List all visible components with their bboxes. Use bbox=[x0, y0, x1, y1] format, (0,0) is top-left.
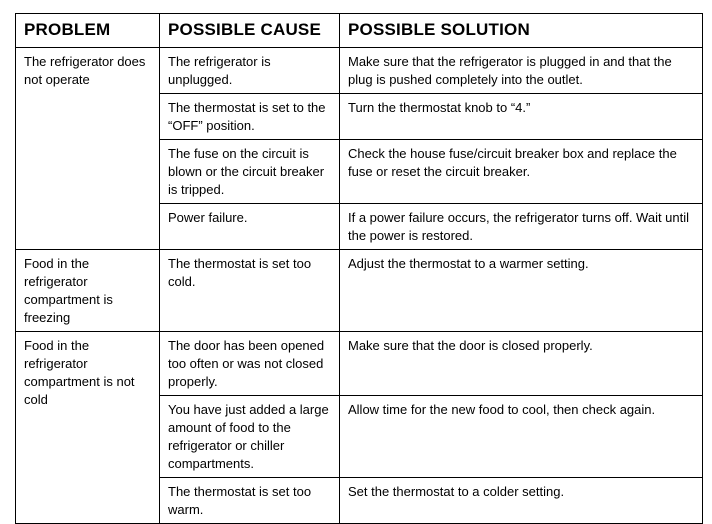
solution-cell bbox=[340, 204, 703, 250]
cause-text: Power failure. bbox=[168, 210, 248, 225]
cause-cell bbox=[160, 94, 340, 140]
cause-cell bbox=[160, 332, 340, 396]
troubleshooting-table bbox=[15, 13, 703, 524]
solution-cell bbox=[340, 48, 703, 94]
cause-text: The thermostat is set to the “OFF” position. bbox=[168, 100, 326, 133]
cause-text: The door has been opened too often or was not closed properly. bbox=[168, 338, 325, 389]
solution-cell bbox=[340, 140, 703, 204]
solution-text: Turn the thermostat knob to “4.” bbox=[348, 100, 531, 115]
table-row bbox=[16, 332, 703, 396]
cause-text: The thermostat is set too warm. bbox=[168, 484, 312, 517]
solution-text: If a power failure occurs, the refrigerator turns off. Wait until the power is restored. bbox=[348, 210, 690, 243]
cause-cell bbox=[160, 48, 340, 94]
problem-text: The refrigerator does not operate bbox=[24, 54, 146, 87]
cause-cell bbox=[160, 140, 340, 204]
cause-cell bbox=[160, 250, 340, 332]
header-possible-cause: POSSIBLE CAUSE bbox=[160, 14, 340, 48]
cause-cell bbox=[160, 396, 340, 478]
solution-cell bbox=[340, 478, 703, 524]
solution-text: Make sure that the refrigerator is plugged in and that the plug is pushed completely into the outlet. bbox=[348, 54, 672, 87]
table-row bbox=[16, 48, 703, 94]
problem-cell bbox=[16, 332, 160, 524]
problem-cell bbox=[16, 250, 160, 332]
header-row bbox=[16, 14, 703, 48]
solution-cell bbox=[340, 250, 703, 332]
header-possible-solution: POSSIBLE SOLUTION bbox=[340, 14, 703, 48]
cause-text: The refrigerator is unplugged. bbox=[168, 54, 271, 87]
solution-text: Set the thermostat to a colder setting. bbox=[348, 484, 565, 499]
cause-text: The fuse on the circuit is blown or the circuit breaker is tripped. bbox=[168, 146, 325, 197]
solution-cell bbox=[340, 332, 703, 396]
solution-text: Adjust the thermostat to a warmer setting. bbox=[348, 256, 589, 271]
cause-cell bbox=[160, 204, 340, 250]
problem-text: Food in the refrigerator compartment is not cold bbox=[24, 338, 135, 407]
solution-text: Allow time for the new food to cool, then check again. bbox=[348, 402, 656, 417]
solution-cell bbox=[340, 396, 703, 478]
cause-cell bbox=[160, 478, 340, 524]
cause-text: The thermostat is set too cold. bbox=[168, 256, 312, 289]
header-problem: PROBLEM bbox=[16, 14, 160, 48]
solution-text: Make sure that the door is closed properly. bbox=[348, 338, 593, 353]
solution-text: Check the house fuse/circuit breaker box and replace the fuse or reset the circuit breaker. bbox=[348, 146, 677, 179]
problem-cell bbox=[16, 48, 160, 250]
solution-cell bbox=[340, 94, 703, 140]
cause-text: You have just added a large amount of food to the refrigerator or chiller compartments. bbox=[168, 402, 329, 471]
problem-text: Food in the refrigerator compartment is freezing bbox=[24, 256, 113, 325]
table-row bbox=[16, 250, 703, 332]
